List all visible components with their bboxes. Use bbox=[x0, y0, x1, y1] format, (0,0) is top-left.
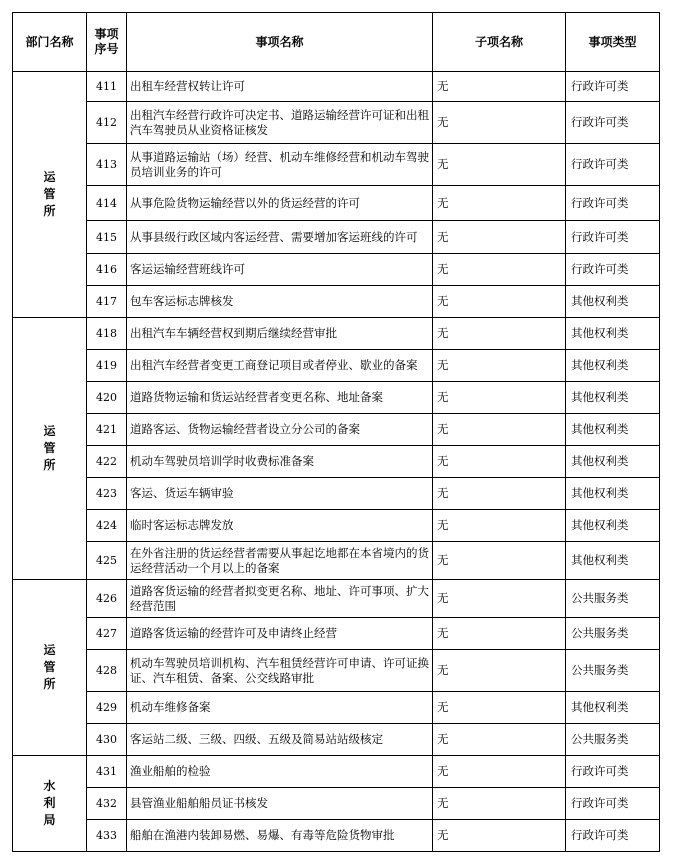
item-type-cell: 其他权利类 bbox=[566, 446, 660, 478]
item-name-cell: 客运、货运车辆审验 bbox=[127, 478, 433, 510]
item-name-cell: 从事危险货物运输经营以外的货运经营的许可 bbox=[127, 186, 433, 221]
table-row bbox=[13, 102, 660, 144]
table-row bbox=[13, 72, 660, 102]
item-type-cell: 其他权利类 bbox=[566, 382, 660, 414]
item-name-cell: 客运运输经营班线许可 bbox=[127, 254, 433, 286]
item-type-cell: 其他权利类 bbox=[566, 318, 660, 350]
item-type-cell: 其他权利类 bbox=[566, 542, 660, 580]
seq-cell: 432 bbox=[87, 788, 127, 820]
item-type-cell: 行政许可类 bbox=[566, 186, 660, 221]
sub-item-cell: 无 bbox=[433, 756, 566, 788]
table-row bbox=[13, 580, 660, 618]
sub-item-cell: 无 bbox=[433, 102, 566, 144]
item-name-cell: 从事县级行政区域内客运经营、需要增加客运班线的许可 bbox=[127, 221, 433, 254]
dept-cell: 水利局 bbox=[13, 756, 87, 852]
table-row bbox=[13, 414, 660, 446]
table-row bbox=[13, 318, 660, 350]
table-row bbox=[13, 286, 660, 318]
item-name-cell: 机动车驾驶员培训学时收费标准备案 bbox=[127, 446, 433, 478]
sub-item-cell: 无 bbox=[433, 318, 566, 350]
item-name-cell: 出租汽车车辆经营权到期后继续经营审批 bbox=[127, 318, 433, 350]
sub-item-cell: 无 bbox=[433, 446, 566, 478]
item-name-cell: 道路客运、货物运输经营者设立分公司的备案 bbox=[127, 414, 433, 446]
item-name-cell: 包车客运标志牌核发 bbox=[127, 286, 433, 318]
table-row bbox=[13, 756, 660, 788]
sub-item-cell: 无 bbox=[433, 144, 566, 186]
seq-cell: 425 bbox=[87, 542, 127, 580]
item-name-cell: 道路货物运输和货运站经营者变更名称、地址备案 bbox=[127, 382, 433, 414]
table-row bbox=[13, 788, 660, 820]
item-type-cell: 其他权利类 bbox=[566, 692, 660, 724]
seq-cell: 417 bbox=[87, 286, 127, 318]
item-name-cell: 出租汽车经营行政许可决定书、道路运输经营许可证和出租汽车驾驶员从业资格证核发 bbox=[127, 102, 433, 144]
table-row bbox=[13, 724, 660, 756]
item-type-cell: 行政许可类 bbox=[566, 820, 660, 852]
header-name: 事项名称 bbox=[127, 13, 433, 72]
sub-item-cell: 无 bbox=[433, 650, 566, 692]
item-name-cell: 道路客货运输的经营许可及申请终止经营 bbox=[127, 618, 433, 650]
catalog-table bbox=[12, 12, 660, 852]
header-dept: 部门名称 bbox=[13, 13, 87, 72]
item-name-cell: 机动车驾驶员培训机构、汽车租赁经营许可申请、许可证换证、汽车租赁、备案、公交线路审批 bbox=[127, 650, 433, 692]
table-row bbox=[13, 186, 660, 221]
item-type-cell: 公共服务类 bbox=[566, 650, 660, 692]
table-row bbox=[13, 382, 660, 414]
seq-cell: 426 bbox=[87, 580, 127, 618]
item-type-cell: 公共服务类 bbox=[566, 580, 660, 618]
seq-cell: 421 bbox=[87, 414, 127, 446]
dept-cell: 运管所 bbox=[13, 580, 87, 756]
item-name-cell: 出租汽车经营者变更工商登记项目或者停业、歇业的备案 bbox=[127, 350, 433, 382]
sub-item-cell: 无 bbox=[433, 788, 566, 820]
seq-cell: 420 bbox=[87, 382, 127, 414]
item-type-cell: 公共服务类 bbox=[566, 618, 660, 650]
seq-cell: 416 bbox=[87, 254, 127, 286]
seq-cell: 427 bbox=[87, 618, 127, 650]
item-name-cell: 县管渔业船舶船员证书核发 bbox=[127, 788, 433, 820]
item-name-cell: 在外省注册的货运经营者需要从事起讫地都在本省境内的货运经营活动一个月以上的备案 bbox=[127, 542, 433, 580]
table-row bbox=[13, 618, 660, 650]
seq-cell: 411 bbox=[87, 72, 127, 102]
sub-item-cell: 无 bbox=[433, 72, 566, 102]
seq-cell: 413 bbox=[87, 144, 127, 186]
seq-cell: 422 bbox=[87, 446, 127, 478]
dept-cell: 运管所 bbox=[13, 72, 87, 318]
sub-item-cell: 无 bbox=[433, 510, 566, 542]
sub-item-cell: 无 bbox=[433, 618, 566, 650]
sub-item-cell: 无 bbox=[433, 820, 566, 852]
table-row bbox=[13, 221, 660, 254]
item-type-cell: 公共服务类 bbox=[566, 724, 660, 756]
sub-item-cell: 无 bbox=[433, 286, 566, 318]
item-type-cell: 行政许可类 bbox=[566, 788, 660, 820]
seq-cell: 433 bbox=[87, 820, 127, 852]
seq-cell: 429 bbox=[87, 692, 127, 724]
table-row bbox=[13, 446, 660, 478]
sub-item-cell: 无 bbox=[433, 580, 566, 618]
item-name-cell: 道路客货运输的经营者拟变更名称、地址、许可事项、扩大经营范围 bbox=[127, 580, 433, 618]
sub-item-cell: 无 bbox=[433, 724, 566, 756]
seq-cell: 431 bbox=[87, 756, 127, 788]
item-name-cell: 客运站二级、三级、四级、五级及简易站站级核定 bbox=[127, 724, 433, 756]
header-seq: 事项序号 bbox=[87, 13, 127, 72]
table-row bbox=[13, 254, 660, 286]
table-row bbox=[13, 542, 660, 580]
sub-item-cell: 无 bbox=[433, 221, 566, 254]
seq-cell: 419 bbox=[87, 350, 127, 382]
sub-item-cell: 无 bbox=[433, 692, 566, 724]
item-type-cell: 行政许可类 bbox=[566, 756, 660, 788]
item-type-cell: 其他权利类 bbox=[566, 510, 660, 542]
header-type: 事项类型 bbox=[566, 13, 660, 72]
seq-cell: 418 bbox=[87, 318, 127, 350]
item-type-cell: 行政许可类 bbox=[566, 72, 660, 102]
seq-cell: 415 bbox=[87, 221, 127, 254]
table-row bbox=[13, 820, 660, 852]
item-type-cell: 其他权利类 bbox=[566, 414, 660, 446]
item-type-cell: 行政许可类 bbox=[566, 221, 660, 254]
table-row bbox=[13, 144, 660, 186]
seq-cell: 423 bbox=[87, 478, 127, 510]
sub-item-cell: 无 bbox=[433, 254, 566, 286]
item-type-cell: 其他权利类 bbox=[566, 478, 660, 510]
item-name-cell: 出租车经营权转让许可 bbox=[127, 72, 433, 102]
table-row bbox=[13, 650, 660, 692]
sub-item-cell: 无 bbox=[433, 350, 566, 382]
sub-item-cell: 无 bbox=[433, 478, 566, 510]
table-row bbox=[13, 510, 660, 542]
sub-item-cell: 无 bbox=[433, 542, 566, 580]
sub-item-cell: 无 bbox=[433, 382, 566, 414]
sub-item-cell: 无 bbox=[433, 186, 566, 221]
item-type-cell: 其他权利类 bbox=[566, 350, 660, 382]
table-row bbox=[13, 350, 660, 382]
table-row bbox=[13, 478, 660, 510]
sub-item-cell: 无 bbox=[433, 414, 566, 446]
table-row bbox=[13, 692, 660, 724]
item-type-cell: 行政许可类 bbox=[566, 254, 660, 286]
item-name-cell: 临时客运标志牌发放 bbox=[127, 510, 433, 542]
item-name-cell: 机动车维修备案 bbox=[127, 692, 433, 724]
item-type-cell: 行政许可类 bbox=[566, 102, 660, 144]
item-type-cell: 行政许可类 bbox=[566, 144, 660, 186]
item-name-cell: 渔业船舶的检验 bbox=[127, 756, 433, 788]
seq-cell: 428 bbox=[87, 650, 127, 692]
seq-cell: 414 bbox=[87, 186, 127, 221]
seq-cell: 430 bbox=[87, 724, 127, 756]
item-type-cell: 其他权利类 bbox=[566, 286, 660, 318]
table-header-row bbox=[13, 13, 660, 72]
item-name-cell: 从事道路运输站（场）经营、机动车维修经营和机动车驾驶员培训业务的许可 bbox=[127, 144, 433, 186]
item-name-cell: 船舶在渔港内装卸易燃、易爆、有毒等危险货物审批 bbox=[127, 820, 433, 852]
dept-cell: 运管所 bbox=[13, 318, 87, 580]
header-sub: 子项名称 bbox=[433, 13, 566, 72]
seq-cell: 412 bbox=[87, 102, 127, 144]
seq-cell: 424 bbox=[87, 510, 127, 542]
